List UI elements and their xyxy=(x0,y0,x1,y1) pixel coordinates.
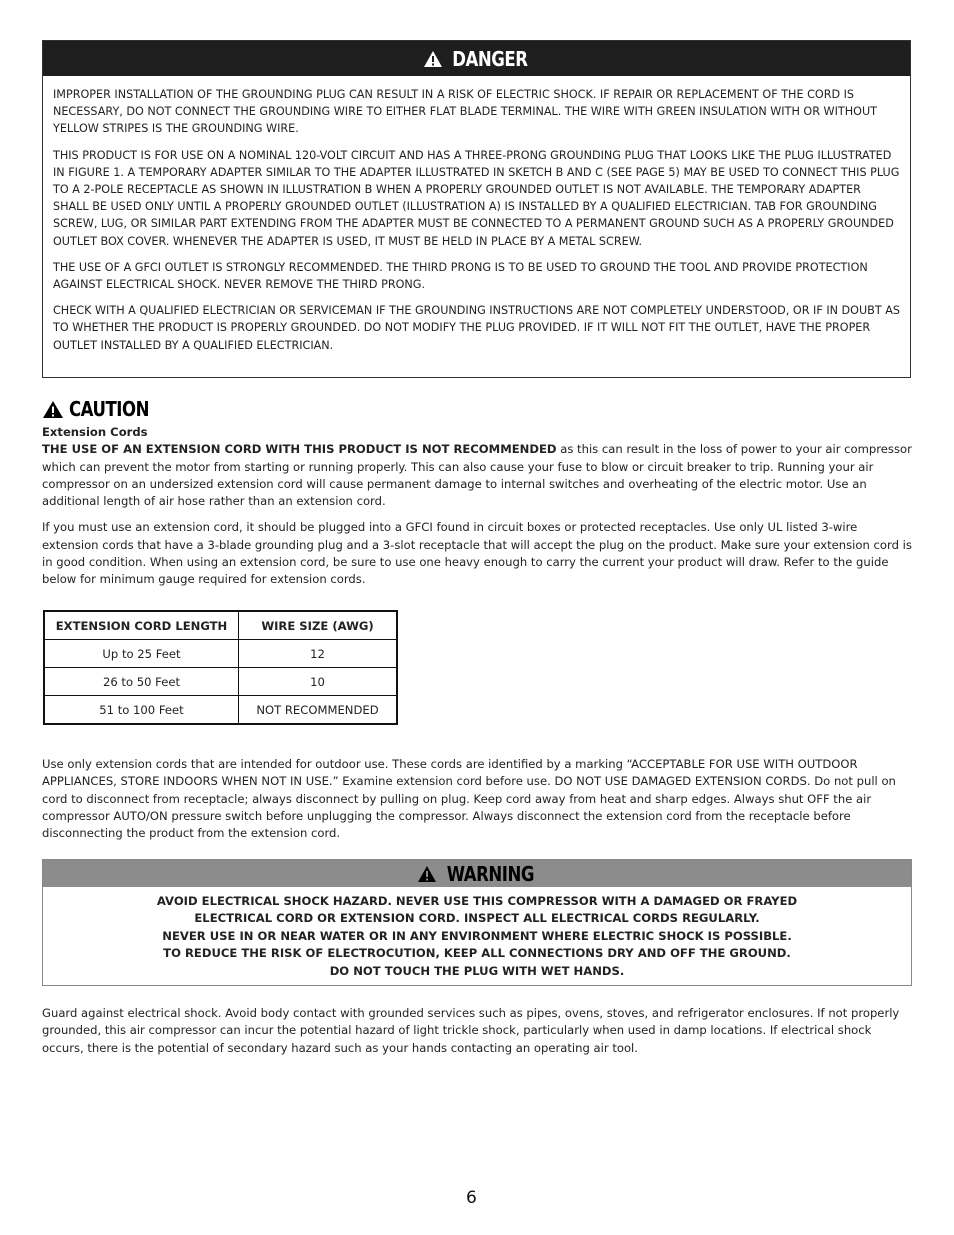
danger-paragraph: THE USE OF A GFCI OUTLET IS STRONGLY RECOMMENDED. THE THIRD PRONG IS TO BE USED TO GROUND THE TOOL AND PROVIDE PROTECTION AGAINST ELECTRICAL SHOCK. NEVER REMOVE THE THIRD PRONG. xyxy=(53,260,868,292)
warning-box xyxy=(42,859,912,986)
warning-line: TO REDUCE THE RISK OF ELECTROCUTION, KEEP ALL CONNECTIONS DRY AND OFF THE GROUND. xyxy=(163,946,791,961)
gfci-paragraph: If you must use an extension cord, it should be plugged into a GFCI found in circuit boxes or protected receptacles. Use only UL listed 3-wire extension cords that have a 3-blade grounding plug and a 3-slot receptacle that will accept the plug on the product. Make sure your extension cord is in good condition. When using an extension cord, be sure to use one heavy enough to carry the current your product will draw. Refer to the guide below for minimum gauge required for extension cords. xyxy=(42,520,912,587)
table-header-row xyxy=(44,611,397,640)
extension-cord-table xyxy=(43,610,398,725)
warning-triangle-icon xyxy=(423,50,443,68)
page-number: 6 xyxy=(466,1188,477,1208)
table-cell: Up to 25 Feet xyxy=(44,640,239,668)
caution-section xyxy=(42,424,912,598)
danger-body xyxy=(43,76,910,354)
guard-paragraph: Guard against electrical shock. Avoid body contact with grounded services such as pipes, ovens, stoves, and refrigerator enclosures. If not properly grounded, this air compressor can incur the potential hazard of light trickle shock, particularly when used in damp locations. If electrical shock occurs, there is the potential of secondary hazard such as your hands contacting an operating air tool. xyxy=(42,1006,900,1055)
danger-box xyxy=(42,40,911,378)
warning-line: NEVER USE IN OR NEAR WATER OR IN ANY ENVIRONMENT WHERE ELECTRIC SHOCK IS POSSIBLE. xyxy=(162,928,792,943)
extension-cords-subheading: Extension Cords xyxy=(42,425,148,439)
danger-header xyxy=(43,41,910,76)
extension-cord-paragraph xyxy=(42,441,912,510)
caution-header xyxy=(42,398,156,420)
caution-title: CAUTION xyxy=(69,397,149,421)
warning-header xyxy=(43,860,911,887)
warning-line: DO NOT TOUCH THE PLUG WITH WET HANDS. xyxy=(329,963,625,978)
warning-line: ELECTRICAL CORD OR EXTENSION CORD. INSPECT ALL ELECTRICAL CORDS REGULARLY. xyxy=(194,911,760,926)
table-header: WIRE SIZE (AWG) xyxy=(239,611,398,640)
table-row xyxy=(44,696,397,725)
table-row xyxy=(44,668,397,696)
extension-cord-text: as this can result in the loss of power to your air compressor which can prevent the motor from starting or running properly. This can also cause your fuse to blow or circuit breaker to trip. Running your air compressor on an undersized extension cord will cause permanent damage to internal switches and overheating of the electric motor. Use an additional length of air hose rather than an extension cord. xyxy=(42,442,912,509)
table-cell: 26 to 50 Feet xyxy=(44,668,239,696)
outdoor-paragraph: Use only extension cords that are intended for outdoor use. These cords are identified by a marking “ACCEPTABLE FOR USE WITH OUTDOOR APPLIANCES, STORE INDOORS WHEN NOT IN USE.” Examine extension cord before use. DO NOT USE DAMAGED EXTENSION CORDS. Do not pull on cord to disconnect from receptacle; always disconnect by pulling on plug. Keep cord away from heat and sharp edges. Always shut OFF the air compressor AUTO/ON pressure switch before unplugging the compressor. Always disconnect the extension cord from the receptacle before disconnecting the product from the extension cord. xyxy=(42,757,896,841)
outdoor-section xyxy=(42,756,912,851)
warning-triangle-icon xyxy=(417,865,437,883)
table-row xyxy=(44,640,397,668)
warning-body xyxy=(43,887,911,980)
warning-title: WARNING xyxy=(446,861,534,886)
danger-paragraph: CHECK WITH A QUALIFIED ELECTRICIAN OR SERVICEMAN IF THE GROUNDING INSTRUCTIONS ARE NOT COMPLETELY UNDERSTOOD, OR IF IN DOUBT AS TO WHETHER THE PRODUCT IS PROPERLY GROUNDED. DO NOT MODIFY THE PLUG PROVIDED. IF IT WILL NOT FIT THE OUTLET, HAVE THE PROPER OUTLET INSTALLED BY A QUALIFIED ELECTRICIAN. xyxy=(53,304,900,352)
not-recommended-lead: THE USE OF AN EXTENSION CORD WITH THIS PRODUCT IS NOT RECOMMENDED xyxy=(42,442,557,457)
guard-section xyxy=(42,1005,912,1066)
table-cell: NOT RECOMMENDED xyxy=(239,696,398,725)
table-cell: 51 to 100 Feet xyxy=(44,696,239,725)
table-header: EXTENSION CORD LENGTH xyxy=(44,611,239,640)
warning-triangle-icon xyxy=(42,400,64,419)
warning-line: AVOID ELECTRICAL SHOCK HAZARD. NEVER USE THIS COMPRESSOR WITH A DAMAGED OR FRAYED xyxy=(156,894,798,908)
table-cell: 12 xyxy=(239,640,398,668)
danger-paragraph: THIS PRODUCT IS FOR USE ON A NOMINAL 120-VOLT CIRCUIT AND HAS A THREE-PRONG GROUNDING PLUG THAT LOOKS LIKE THE PLUG ILLUSTRATED IN FIGURE 1. A TEMPORARY ADAPTER SIMILAR TO THE ADAPTER ILLUSTRATED IN SKETCH B AND C (SEE PAGE 5) MAY BE USED TO CONNECT THIS PLUG TO A 2-POLE RECEPTACLE AS SHOWN IN ILLUSTRATION B WHEN A PROPERLY GROUNDED OUTLET IS NOT AVAILABLE. THE TEMPORARY ADAPTER SHALL BE USED ONLY UNTIL A PROPERLY GROUNDED OUTLET (ILLUSTRATION A) IS INSTALLED BY A QUALIFIED ELECTRICIAN. TAB FOR GROUNDING SCREW, LUG, OR SIMILAR PART EXTENDING FROM THE ADAPTER MUST BE CONNECTED TO A PERMANENT GROUND SUCH AS A PROPERLY GROUNDED OUTLET BOX COVER. WHENEVER THE ADAPTER IS USED, IT MUST BE HELD IN PLACE BY A METAL SCREW. xyxy=(53,148,900,248)
danger-title: DANGER xyxy=(451,46,528,71)
danger-paragraph: IMPROPER INSTALLATION OF THE GROUNDING PLUG CAN RESULT IN A RISK OF ELECTRIC SHOCK. IF REPAIR OR REPLACEMENT OF THE CORD IS NECESSARY, DO NOT CONNECT THE GROUNDING WIRE TO EITHER FLAT BLADE TERMINAL. THE WIRE WITH GREEN INSULATION WITH OR WITHOUT YELLOW STRIPES IS THE GROUNDING WIRE. xyxy=(53,88,877,136)
table-cell: 10 xyxy=(239,668,398,696)
